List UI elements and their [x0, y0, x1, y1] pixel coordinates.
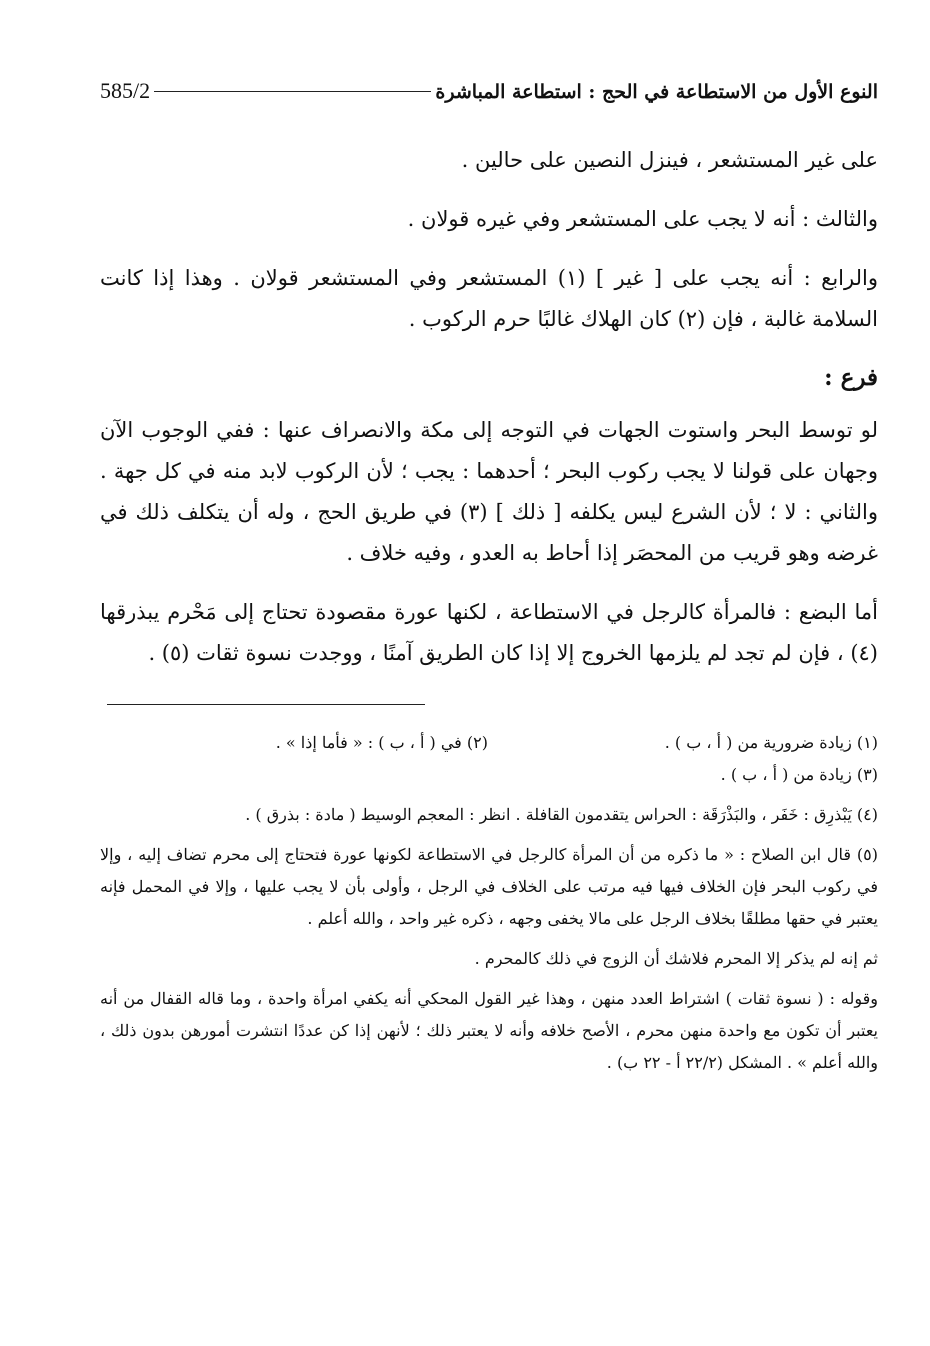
header-rule — [154, 91, 431, 92]
paragraph: والرابع : أنه يجب على [ غير ] (١) المستشعر وفي المستشعر قولان . وهذا إذا كانت السلامة غالبة ، فإن (٢) كان الهلاك غالبًا حرم الركوب . — [100, 266, 878, 331]
running-header — [100, 78, 878, 112]
footnotes — [100, 727, 878, 1079]
book-page — [100, 78, 878, 1318]
footnote-5-continuation: ثم إنه لم يذكر إلا المحرم فلاشك أن الزوج في ذلك كالمحرم . — [474, 949, 878, 968]
paragraph: أما البضع : فالمرأة كالرجل في الاستطاعة ، لكنها عورة مقصودة تحتاج إلى مَحْرم يبذرقها (٤) ، فإن لم تجد لم يلزمها الخروج إلا إذا كان الطريق آمنًا ، ووجدت نسوة ثقات (٥) . — [100, 600, 878, 665]
section-heading: فرع : — [824, 364, 878, 391]
footnote-row — [100, 727, 878, 759]
footnote-4: (٤) يَبْذرِق : خَفَر ، والبَذْرَقَة : الحراس يتقدمون القافلة . انظر : المعجم الوسيط ( مادة : بذرق ) . — [245, 805, 878, 824]
footnote-2: (٢) في ( أ ، ب ) : « فأما إذا » . — [275, 733, 488, 752]
footnote-5-continuation: وقوله : ( نسوة ثقات ) اشتراط العدد منهن ، وهذا غير القول المحكي أنه يكفي امرأة واحدة ، وما قاله القفال من أنه يعتبر أن تكون مع واحدة منهن محرم ، الأصح خلافه وأنه لا يعتبر ذلك ؛ لأنهن إذا كن عددًا انتشرت أمورهن بدون ذلك ، والله أعلم » . المشكل (٢٢/٢ أ - ٢٢ ب) . — [100, 989, 878, 1072]
paragraph: لو توسط البحر واستوت الجهات في التوجه إلى مكة والانصراف عنها : ففي الوجوب الآن وجهان على قولنا لا يجب ركوب البحر ؛ أحدهما : يجب ؛ لأن الركوب لابد منه في كل جهة . والثاني : لا ؛ لأن الشرع ليس يكلفه [ ذلك ] (٣) في طريق الحج ، وله أن يتكلف ذلك في غرضه وهو قريب من المحصَر إذا أحاط به العدو ، وفيه خلاف . — [100, 418, 878, 565]
footnote-5: (٥) قال ابن الصلاح : « ما ذكره من أن المرأة كالرجل في الاستطاعة لكونها عورة فتحتاج إلى محرم تضاف إليه ، وإلا في ركوب البحر فإن الخلاف فيها فيه مرتب على الخلاف في الرجل ، وأولى بأن لا يجب عليها ، وإلا في المحمل فإنه يعتبر في حقها مطلقًا بخلاف الرجل على مالا يخفى وجهه ، ذكره غير واحد ، والله أعلم . — [100, 845, 878, 928]
paragraph: والثالث : أنه لا يجب على المستشعر وفي غيره قولان . — [407, 207, 878, 231]
main-text — [100, 140, 878, 674]
page-number: 585/2 — [100, 78, 151, 103]
footnote-1: (١) زيادة ضرورية من ( أ ، ب ) . — [664, 733, 878, 752]
paragraph: على غير المستشعر ، فينزل النصين على حالين . — [461, 148, 878, 172]
footnote-3: (٣) زيادة من ( أ ، ب ) . — [720, 765, 878, 784]
footnote-separator — [107, 704, 425, 705]
header-title: النوع الأول من الاستطاعة في الحج : استطاعة المباشرة — [435, 81, 878, 103]
